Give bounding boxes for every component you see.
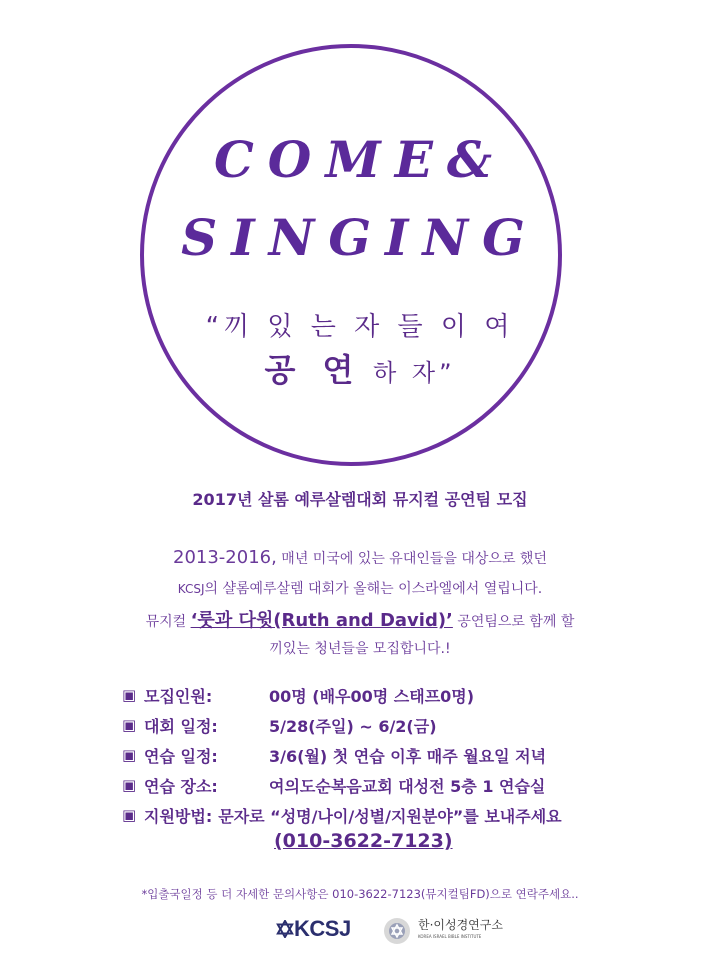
- kcsj-logo: [276, 916, 351, 942]
- detail-recruit: [122, 680, 682, 710]
- institute-name-english: KOREA ISRAEL BIBLE INSTITUTE: [418, 934, 482, 939]
- intro-line-1: [0, 547, 720, 568]
- subtitle-emphasis: 공 연: [264, 351, 362, 389]
- square-bullet-icon: ▣: [122, 776, 137, 794]
- institute-name-korean: 한·이성경연구소: [418, 918, 503, 932]
- intro-line-3-suffix: 공연팀으로 함께 할: [452, 614, 575, 630]
- detail-value: 00명 (배우00명 스태프0명): [269, 686, 475, 706]
- star-of-david-icon: [276, 920, 294, 938]
- intro-line-3-prefix: 뮤지컬: [145, 614, 191, 630]
- subtitle-line-2: [0, 345, 720, 391]
- square-bullet-icon: ▣: [122, 746, 137, 764]
- contact-phone: (010-3622-7123): [274, 830, 453, 852]
- detail-practice-schedule: [122, 740, 682, 770]
- title-line-1: COME&: [214, 130, 506, 189]
- subtitle-line-1: “끼 있 는 자 들 이 여: [205, 312, 515, 342]
- detail-label: 모집인원:: [144, 686, 213, 706]
- detail-value: 3/6(월) 첫 연습 이후 매주 월요일 저녁: [269, 746, 547, 766]
- detail-practice-location: [122, 770, 682, 800]
- kcsj-logo-text: KCSJ: [294, 916, 351, 941]
- institute-name: [418, 919, 503, 943]
- detail-apply-method: [122, 800, 682, 830]
- intro-line-2-text: 의 샬롬예루살렘 대회가 올해는 이스라엘에서 열립니다.: [204, 581, 543, 597]
- footnote: *입출국일정 등 더 자세한 문의사항은 010-3622-7123(뮤지컬팀FD)으로 연락주세요..: [141, 887, 579, 901]
- intro-line-4: 끼있는 청년들을 모집합니다.!: [269, 641, 451, 657]
- intro-years: 2013-2016,: [173, 547, 277, 568]
- intro-line-1-text: 매년 미국에 있는 유대인들을 대상으로 했던: [276, 551, 547, 567]
- subtitle-rest: 하 자”: [361, 359, 456, 387]
- square-bullet-icon: ▣: [122, 686, 137, 704]
- detail-label: 지원방법:: [144, 806, 213, 826]
- detail-event-dates: [122, 710, 682, 740]
- intro-kcsj: KCSJ: [177, 582, 205, 596]
- headline: 2017년 살롬 예루살렘대회 뮤지컬 공연팀 모집: [192, 490, 528, 509]
- institute-emblem-icon: [382, 916, 412, 946]
- intro-line-2: [0, 578, 720, 598]
- intro-line-3: [0, 606, 720, 632]
- detail-label: 연습 일정:: [144, 746, 218, 766]
- institute-logo: [382, 916, 503, 946]
- detail-value: 여의도순복음교회 대성전 5층 1 연습실: [269, 776, 546, 796]
- musical-title: ‘룻과 다윗(Ruth and David)’: [190, 610, 453, 631]
- detail-label: 대회 일정:: [144, 716, 218, 736]
- detail-value: 문자로 “성명/나이/성별/지원분야”를 보내주세요: [218, 806, 562, 826]
- logo-bar: [0, 916, 720, 950]
- detail-value: 5/28(주일) ~ 6/2(금): [269, 716, 437, 736]
- details-list: [122, 680, 682, 830]
- detail-label: 연습 장소:: [144, 776, 218, 796]
- title-line-2: SINGING: [181, 208, 539, 267]
- square-bullet-icon: ▣: [122, 716, 137, 734]
- square-bullet-icon: ▣: [122, 806, 137, 824]
